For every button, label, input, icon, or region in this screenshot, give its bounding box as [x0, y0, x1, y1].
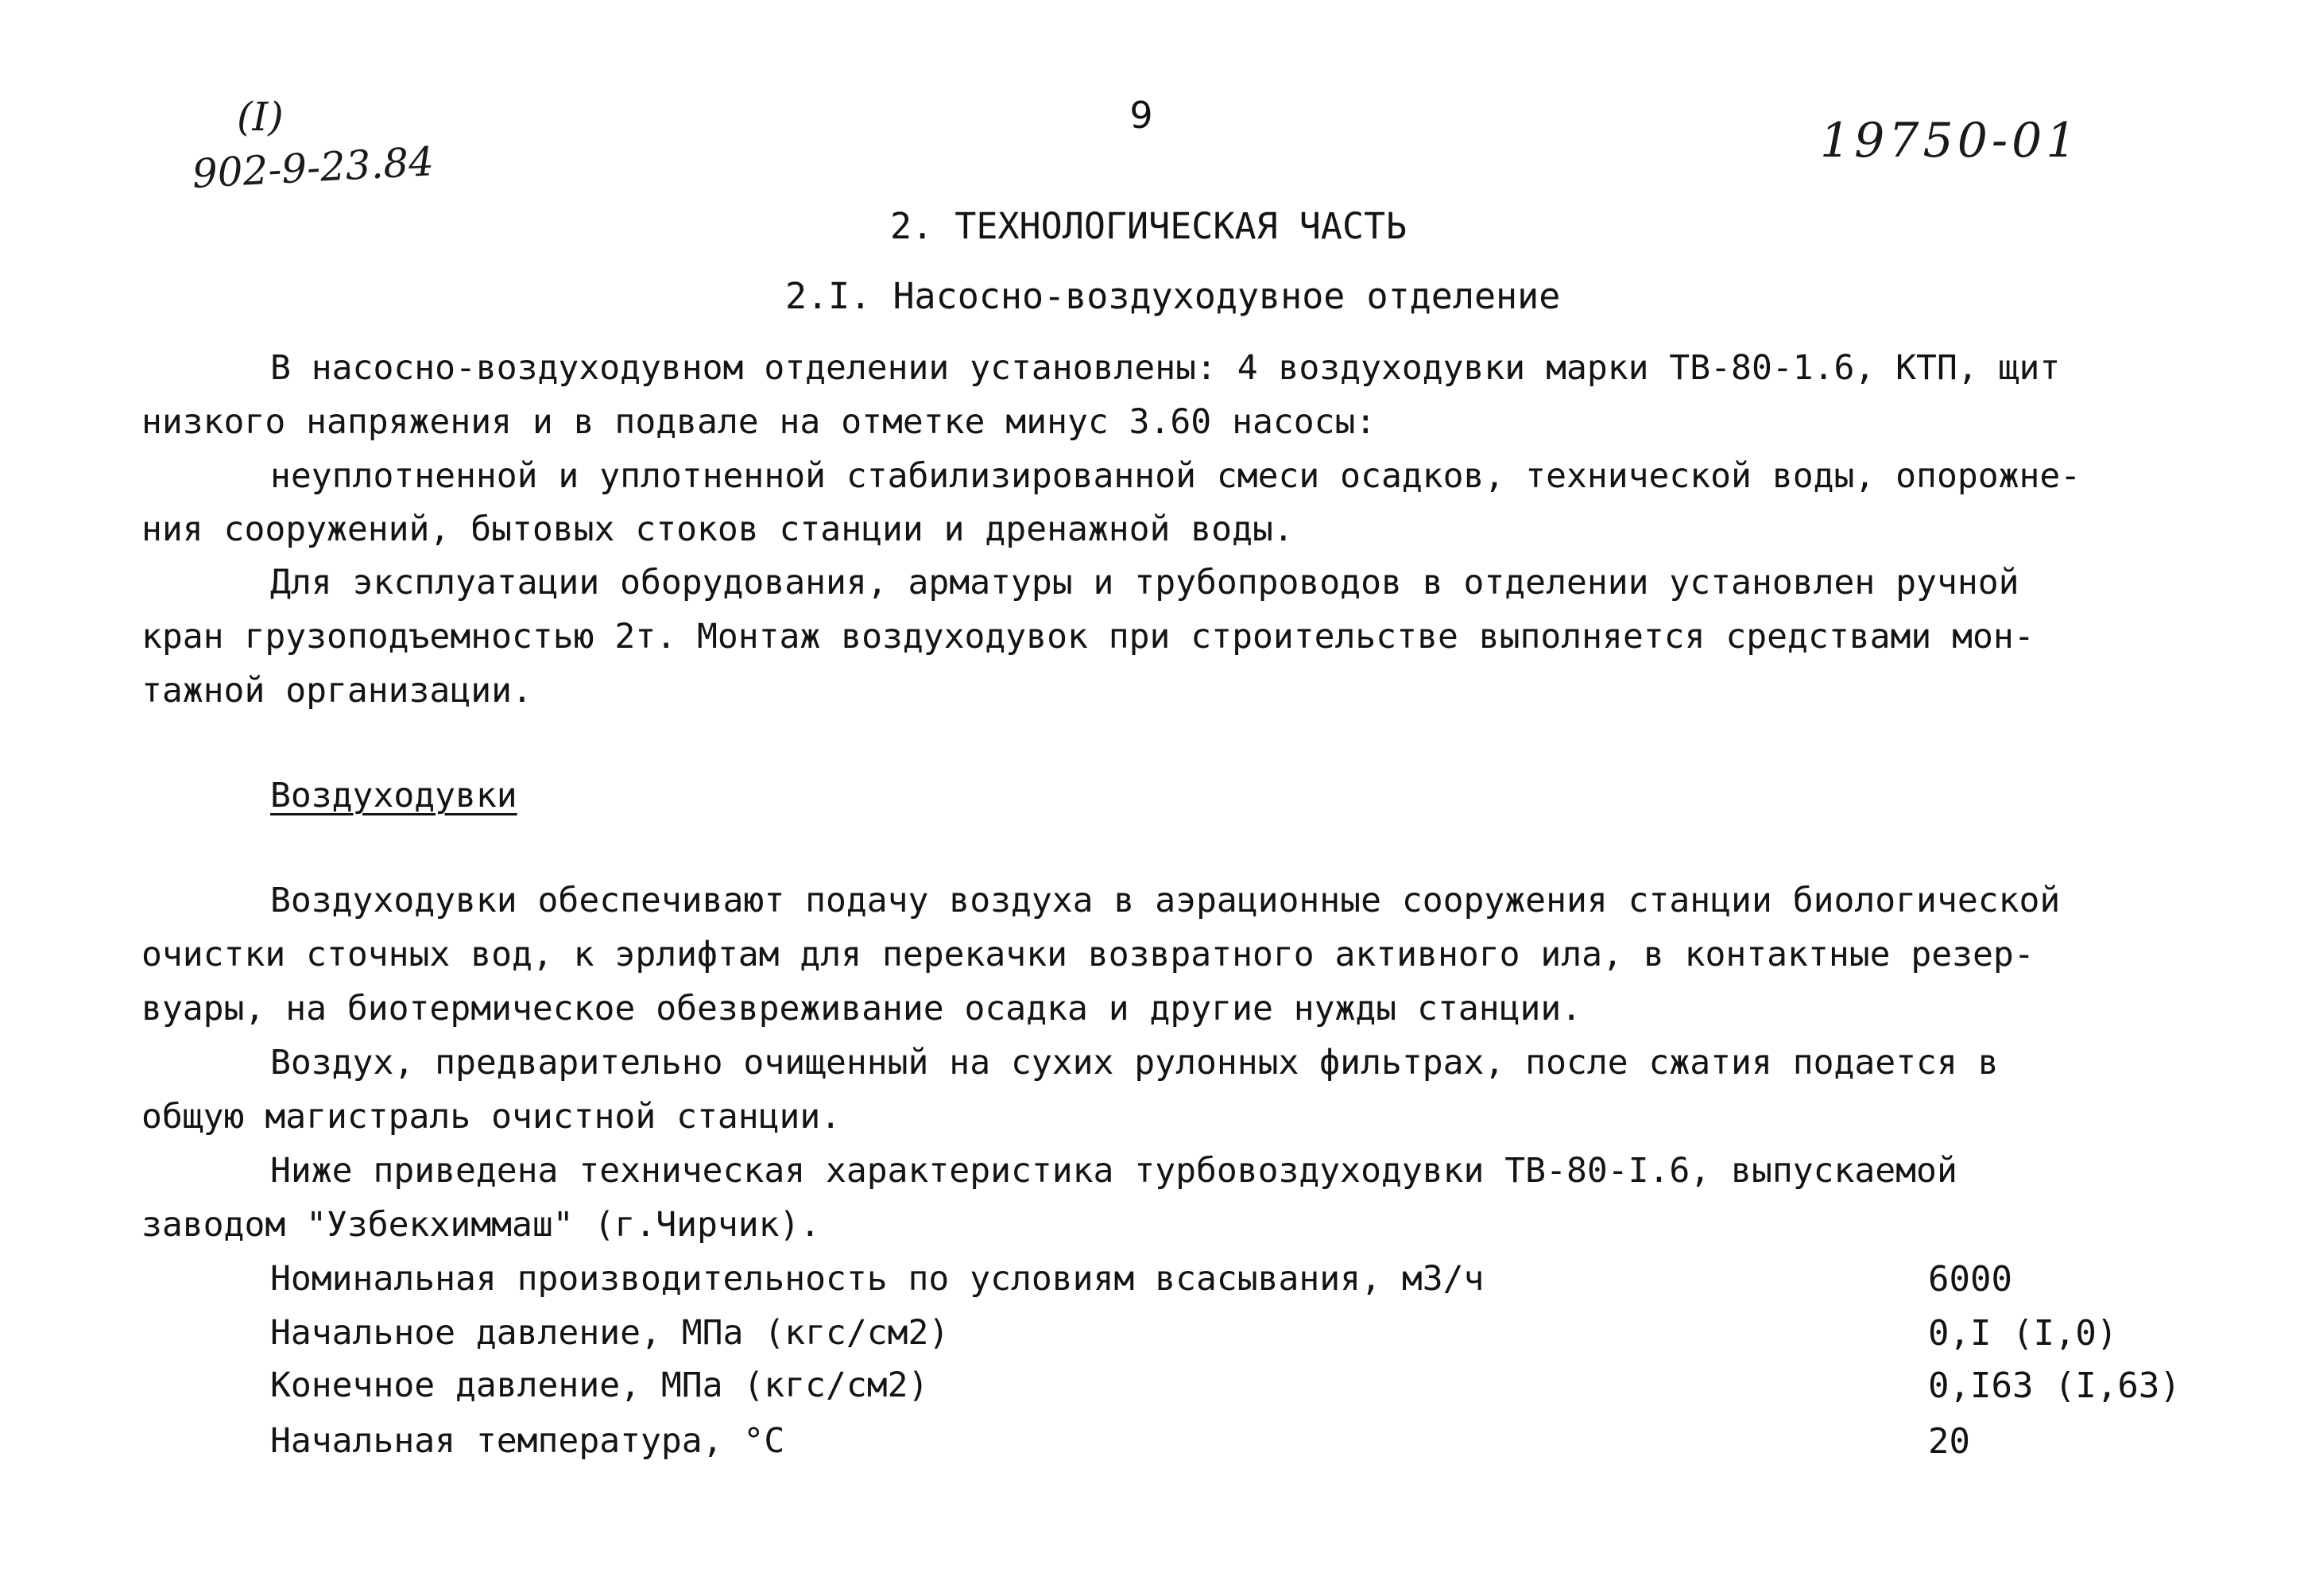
section-title: 2. ТЕХНОЛОГИЧЕСКАЯ ЧАСТЬ: [890, 205, 1407, 247]
spec-label: Номинальная производительность по условиям всасывания, м3/ч: [270, 1259, 1485, 1299]
spec-label: Конечное давление, МПа (кгс/см2): [270, 1366, 929, 1405]
paragraph2-line: Воздух, предварительно очищенный на сухих рулонных фильтрах, после сжатия подается в: [270, 1043, 1999, 1083]
paragraph1-line: В насосно-воздуходувном отделении установлены: 4 воздуходувки марки ТВ-80-1.6, КТП, щит: [270, 348, 2061, 388]
subsection-title: 2.I. Насосно-воздуходувное отделение: [785, 275, 1561, 317]
paragraph2-line: очистки сточных вод, к эрлифтам для перекачки возвратного активного ила, в контактные резер-: [141, 935, 2035, 974]
paragraph1-line: низкого напряжения и в подвале на отметке минус 3.60 насосы:: [141, 402, 1377, 442]
paragraph1-line: тажной организации.: [141, 671, 532, 711]
handwritten-top-mark: (I): [237, 94, 284, 140]
handwritten-document-number: 19750-01: [1820, 113, 2081, 169]
paragraph1-line: неуплотненной и уплотненной стабилизированной смеси осадков, технической воды, опорожне-: [270, 456, 2081, 496]
paragraph2-line: Ниже приведена техническая характеристика турбовоздуходувки ТВ-80-I.6, выпускаемой: [270, 1151, 1957, 1191]
paragraph1-line: ния сооружений, бытовых стоков станции и дренажной воды.: [141, 509, 1294, 549]
paragraph2-line: заводом "Узбекхиммаш" (г.Чирчик).: [141, 1205, 821, 1245]
page-number: 9: [1129, 94, 1153, 137]
blowers-subheading: Воздуходувки: [270, 776, 517, 815]
handwritten-project-code: 902-9-23.84: [191, 138, 436, 197]
paragraph1-line: Для эксплуатации оборудования, арматуры и трубопроводов в отделении установлен ручной: [270, 563, 2019, 602]
spec-value: 6000: [1928, 1259, 2012, 1300]
spec-label: Начальная температура, °С: [270, 1421, 785, 1461]
spec-value: 0,I63 (I,63): [1928, 1366, 2181, 1406]
paragraph2-line: общую магистраль очистной станции.: [141, 1097, 842, 1137]
paragraph2-line: вуары, на биотермическое обезвреживание осадка и другие нужды станции.: [141, 989, 1582, 1028]
spec-value: 20: [1928, 1421, 1970, 1462]
paragraph1-line: кран грузоподъемностью 2т. Монтаж воздуходувок при строительстве выполняется средствами мон-: [141, 617, 2035, 657]
spec-value: 0,I (I,0): [1928, 1313, 2118, 1354]
spec-label: Начальное давление, МПа (кгс/см2): [270, 1313, 950, 1353]
paragraph2-line: Воздуходувки обеспечивают подачу воздуха в аэрационные сооружения станции биологической: [270, 881, 2061, 920]
